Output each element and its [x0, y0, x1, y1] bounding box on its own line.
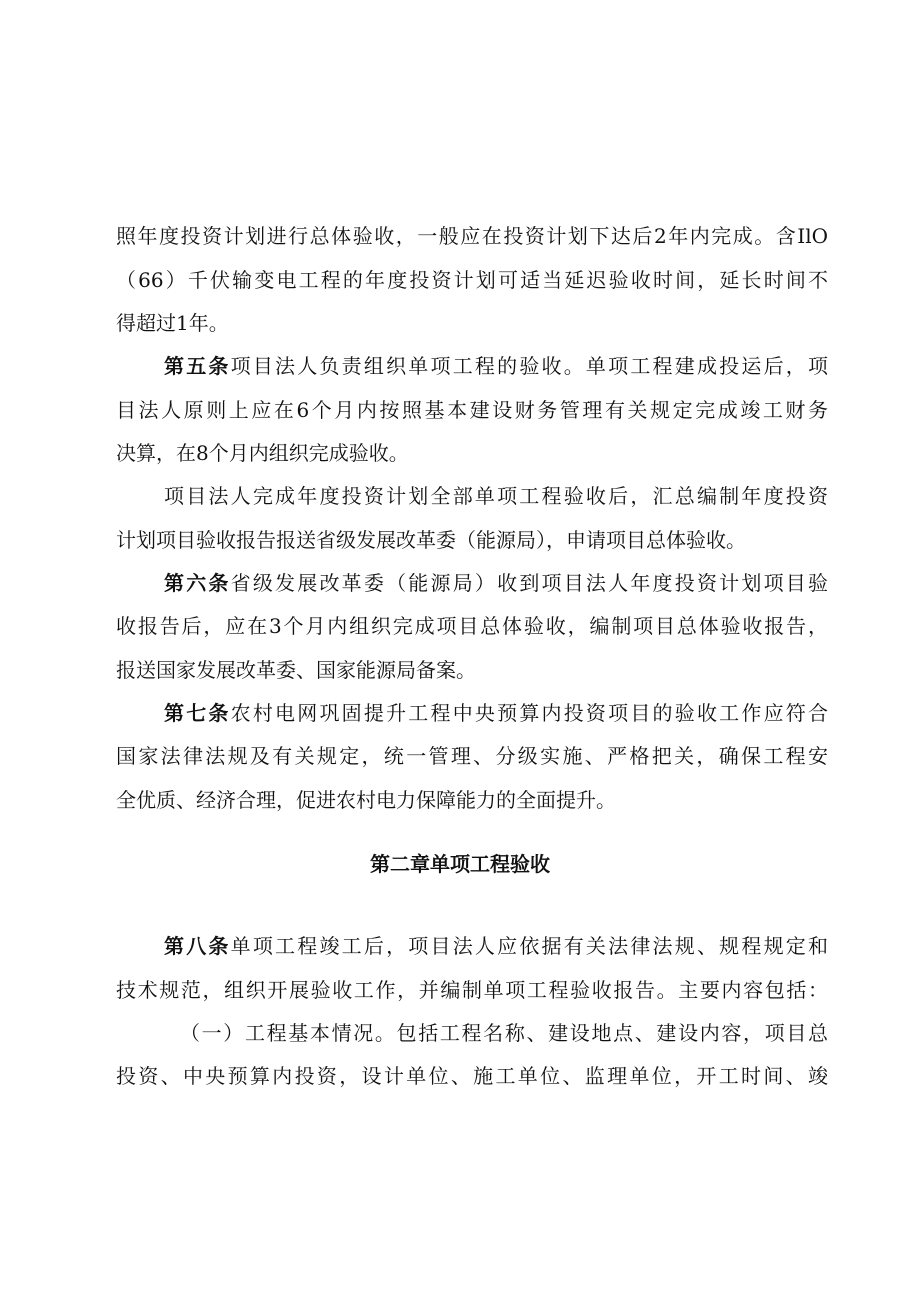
article7-line1 [164, 699, 828, 727]
article6-label: 第六条 [164, 571, 231, 595]
item1-line1: （一）工程基本情况。包括工程名称、建设地点、建设内容，项目总 [180, 1021, 828, 1045]
article5-line2: 目法人原则上应在6个月内按照基本建设财务管理有关规定完成竣工财务 [116, 398, 828, 422]
article7-line3: 全优质、经济合理，促进农村电力保障能力的全面提升。 [116, 788, 616, 812]
article5-text1: 项目法人负责组织单项工程的验收。单项工程建成投运后，项 [230, 354, 829, 378]
para3-line1: 项目法人完成年度投资计划全部单项工程验收后，汇总编制年度投资 [164, 484, 828, 508]
article6-line1 [164, 569, 828, 597]
para3-line2: 计划项目验收报告报送省级发展改革委（能源局），申请项目总体验收。 [116, 528, 746, 552]
article5-line1 [164, 352, 828, 380]
chapter-heading: 第二章单项工程验收 [370, 852, 550, 876]
item1-line2: 投资、中央预算内投资，设计单位、施工单位、监理单位，开工时间、竣 [116, 1064, 828, 1088]
article8-text1: 单项工程竣工后，项目法人应依据有关法律法规、规程规定和 [230, 934, 829, 958]
para1-line3: 得超过1年。 [116, 311, 229, 335]
para1-line2: （66）千伏输变电工程的年度投资计划可适当延迟验收时间，延长时间不 [116, 268, 828, 292]
para1-line1: 照年度投资计划进行总体验收，一般应在投资计划下达后2年内完成。含IlO [116, 224, 828, 248]
article7-label: 第七条 [164, 701, 231, 725]
article5-label: 第五条 [164, 354, 231, 378]
article5-line3: 决算，在8个月内组织完成验收。 [116, 441, 409, 465]
article6-text1: 省级发展改革委（能源局）收到项目法人年度投资计划项目验 [230, 571, 829, 595]
article8-line2: 技术规范，组织开展验收工作，并编制单项工程验收报告。主要内容包括： [116, 978, 828, 1002]
article6-line2: 收报告后，应在3个月内组织完成项目总体验收，编制项目总体验收报告， [116, 614, 828, 638]
article8-line1 [164, 932, 828, 960]
article7-line2: 国家法律法规及有关规定，统一管理、分级实施、严格把关，确保工程安 [116, 744, 828, 768]
article7-text1: 农村电网巩固提升工程中央预算内投资项目的验收工作应符合 [230, 701, 829, 725]
article8-label: 第八条 [164, 934, 231, 958]
article6-line3: 报送国家发展改革委、国家能源局备案。 [116, 658, 476, 682]
